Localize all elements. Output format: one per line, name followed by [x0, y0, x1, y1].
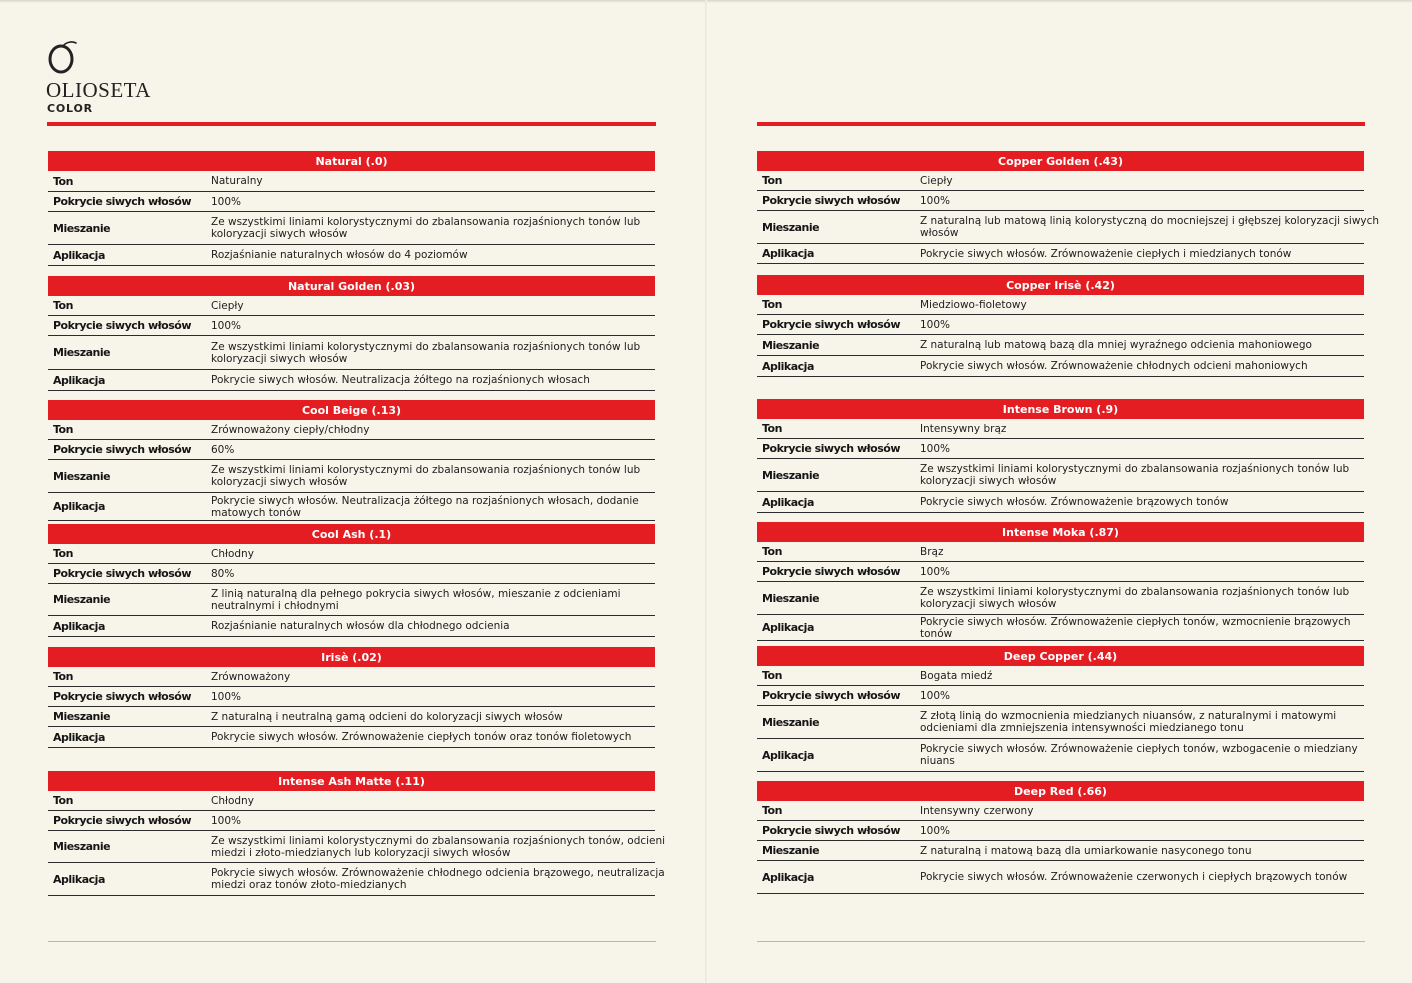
table-row [757, 801, 1364, 821]
row-value: Pokrycie siwych włosów. Zrównoważenie ciepłych tonów oraz tonów fioletowych [211, 731, 632, 743]
row-value: Zrównoważony [211, 670, 291, 683]
row-label: Pokrycie siwych włosów [53, 319, 192, 332]
table-row [757, 244, 1364, 264]
table-row [48, 370, 655, 391]
color-table-title: Copper Golden (.43) [757, 151, 1364, 171]
row-value: Ze wszystkimi liniami kolorystycznymi do zbalansowania rozjaśnionych tonów lub koloryzacji siwych włosów [920, 463, 1350, 487]
row-value: Pokrycie siwych włosów. Zrównoważenie chłodnych odcieni mahoniowych [920, 360, 1308, 372]
row-value: Pokrycie siwych włosów. Zrównoważenie ciepłych i miedzianych tonów [920, 247, 1292, 260]
color-table-title: Copper Irisè (.42) [757, 275, 1364, 295]
table-row [48, 493, 655, 521]
row-value: Ze wszystkimi liniami kolorystycznymi do zbalansowania rozjaśnionych tonów, odcieni miedzi i złoto-miedzianych lub koloryzacji siwych włosów [211, 834, 666, 859]
left-top-red-rule [47, 122, 656, 126]
table-row [48, 616, 655, 637]
row-label: Mieszanie [762, 591, 820, 605]
color-table-title: Cool Beige (.13) [48, 400, 655, 420]
row-label: Mieszanie [53, 840, 111, 853]
row-label: Ton [53, 174, 73, 188]
row-value: 100% [920, 194, 951, 207]
table-row [757, 439, 1364, 459]
row-label: Aplikacja [762, 870, 814, 884]
table-row [48, 564, 655, 584]
row-label: Mieszanie [53, 710, 111, 723]
row-label: Ton [762, 545, 782, 558]
row-label: Aplikacja [762, 621, 814, 634]
row-label: Pokrycie siwych włosów [762, 318, 901, 331]
row-label: Pokrycie siwych włosów [53, 690, 192, 703]
row-value: Chłodny [211, 547, 254, 560]
table-row [48, 707, 655, 727]
table-row [757, 542, 1364, 562]
row-label: Ton [53, 794, 73, 807]
table-row [757, 492, 1364, 513]
row-label: Pokrycie siwych włosów [762, 194, 901, 207]
row-label: Ton [762, 804, 782, 817]
row-label: Ton [53, 670, 73, 683]
row-label: Pokrycie siwych włosów [53, 443, 192, 456]
table-row [48, 727, 655, 748]
table-row [48, 245, 655, 266]
row-label: Pokrycie siwych włosów [53, 567, 192, 580]
row-value: Ciepły [920, 174, 953, 187]
brand-subtitle: COLOR [47, 102, 93, 115]
row-label: Mieszanie [762, 715, 820, 729]
row-value: Z naturalną lub matową linią kolorystyczną do mocniejszej i głębszej koloryzacji siwych włosów [920, 215, 1380, 239]
right-page [706, 0, 1412, 983]
table-row [757, 686, 1364, 706]
table-row [757, 295, 1364, 315]
row-value: Z naturalną lub matową bazą dla mniej wyraźnego odcienia mahoniowego [920, 339, 1312, 351]
row-value: Miedziowo-fioletowy [920, 298, 1027, 311]
row-label: Ton [762, 422, 782, 435]
row-value: 100% [920, 824, 951, 837]
row-value: Ze wszystkimi liniami kolorystycznymi do zbalansowania rozjaśnionych tonów lub koloryzacji siwych włosów [920, 586, 1350, 610]
table-row [48, 336, 655, 370]
color-table-title: Natural (.0) [48, 151, 655, 171]
table-row [757, 315, 1364, 335]
row-value: Pokrycie siwych włosów. Zrównoważenie chłodnego odcienia brązowego, neutralizacja miedzi oraz tonów złoto-miedzianych [211, 867, 665, 891]
row-value: 100% [211, 195, 242, 208]
table-row [48, 460, 655, 493]
row-value: Rozjaśnianie naturalnych włosów dla chłodnego odcienia [211, 620, 510, 632]
table-row [757, 459, 1364, 492]
row-label: Pokrycie siwych włosów [762, 824, 901, 837]
row-value: 100% [211, 690, 242, 703]
table-row [48, 296, 655, 316]
table-row [757, 615, 1364, 641]
row-label: Ton [53, 299, 73, 312]
row-value: Intensywny brąz [920, 422, 1007, 435]
row-value: 100% [920, 318, 951, 331]
row-label: Aplikacja [53, 730, 105, 744]
row-value: Pokrycie siwych włosów. Neutralizacja żółtego na rozjaśnionych włosach [211, 374, 590, 386]
row-label: Pokrycie siwych włosów [762, 442, 901, 455]
row-label: Mieszanie [53, 346, 111, 359]
row-label: Aplikacja [762, 495, 814, 509]
row-value: Ze wszystkimi liniami kolorystycznymi do zbalansowania rozjaśnionych tonów lub koloryzacji siwych włosów [211, 464, 641, 488]
table-row [757, 191, 1364, 211]
row-value: Rozjaśnianie naturalnych włosów do 4 poziomów [211, 249, 468, 261]
row-label: Aplikacja [53, 872, 105, 886]
row-value: Pokrycie siwych włosów. Zrównoważenie brązowych tonów [920, 496, 1229, 508]
table-row [757, 739, 1364, 772]
row-value: 80% [211, 567, 235, 580]
color-table-title: Deep Red (.66) [757, 781, 1364, 801]
row-label: Mieszanie [762, 338, 820, 352]
row-value: Z złotą linią do wzmocnienia miedzianych niuansów, z naturalnymi i matowymi odcieniami dla zmniejszenia intensywności miedzianego tonu [920, 710, 1337, 734]
table-row [48, 420, 655, 440]
row-label: Mieszanie [762, 844, 820, 857]
row-value: Naturalny [211, 175, 263, 187]
row-label: Ton [762, 174, 782, 187]
table-row [48, 171, 655, 192]
row-label: Mieszanie [762, 468, 820, 482]
table-row [757, 335, 1364, 356]
row-value: Bogata miedź [920, 669, 993, 682]
row-value: Brąz [920, 545, 944, 558]
row-label: Aplikacja [53, 373, 105, 387]
row-label: Pokrycie siwych włosów [53, 195, 192, 208]
left-bottom-rule [48, 941, 656, 942]
row-value: Z naturalną i neutralną gamą odcieni do koloryzacji siwych włosów [211, 710, 563, 723]
row-label: Aplikacja [53, 500, 105, 513]
row-value: Intensywny czerwony [920, 804, 1034, 817]
table-row [757, 841, 1364, 861]
table-row [757, 211, 1380, 244]
row-label: Aplikacja [762, 748, 814, 762]
row-value: 100% [920, 689, 951, 702]
table-row [757, 171, 1364, 191]
color-table-title: Intense Moka (.87) [757, 522, 1364, 542]
table-row [48, 831, 666, 863]
row-value: 100% [211, 319, 242, 332]
row-label: Ton [762, 669, 782, 682]
brand-name: OLIOSETA [46, 78, 151, 102]
table-row [757, 666, 1364, 686]
row-label: Mieszanie [53, 469, 111, 483]
table-row [48, 687, 655, 707]
row-label: Ton [53, 547, 73, 560]
row-value: Ze wszystkimi liniami kolorystycznymi do zbalansowania rozjaśnionych tonów lub koloryzacji siwych włosów [211, 216, 641, 240]
row-value: 60% [211, 443, 235, 456]
table-row [48, 667, 655, 687]
row-label: Aplikacja [762, 359, 814, 373]
table-row [757, 582, 1364, 615]
table-row [48, 212, 655, 245]
row-label: Mieszanie [762, 220, 820, 234]
table-row [757, 821, 1364, 841]
row-value: Chłodny [211, 794, 254, 807]
row-value: Ciepły [211, 299, 244, 312]
table-row [48, 192, 655, 212]
table-row [48, 316, 655, 336]
color-table-title: Natural Golden (.03) [48, 276, 655, 296]
row-value: 100% [920, 565, 951, 578]
row-label: Aplikacja [53, 248, 105, 262]
table-row [757, 419, 1364, 439]
color-table-title: Cool Ash (.1) [48, 524, 655, 544]
table-row [48, 791, 655, 811]
row-label: Pokrycie siwych włosów [762, 565, 901, 578]
table-row [757, 861, 1364, 894]
row-value: Zrównoważony ciepły/chłodny [211, 423, 370, 436]
table-row [757, 356, 1364, 377]
row-label: Pokrycie siwych włosów [762, 689, 901, 702]
row-value: Z naturalną i matową bazą dla umiarkowanie nasyconego tonu [920, 844, 1252, 857]
row-value: 100% [211, 814, 242, 827]
row-label: Ton [53, 423, 73, 436]
row-label: Mieszanie [53, 593, 111, 606]
color-table-title: Irisè (.02) [48, 647, 655, 667]
table-row [48, 811, 655, 831]
brand-logo [46, 40, 186, 120]
color-table-title: Intense Ash Matte (.11) [48, 771, 655, 791]
row-value: Pokrycie siwych włosów. Neutralizacja żółtego na rozjaśnionych włosach, dodanie matowych tonów [211, 494, 639, 519]
table-row [48, 440, 655, 460]
right-bottom-rule [757, 941, 1365, 942]
row-label: Ton [762, 298, 782, 311]
row-label: Mieszanie [53, 221, 111, 235]
right-top-red-rule [757, 122, 1365, 126]
row-value: Ze wszystkimi liniami kolorystycznymi do zbalansowania rozjaśnionych tonów lub koloryzacji siwych włosów [211, 340, 641, 365]
color-table-title: Deep Copper (.44) [757, 646, 1364, 666]
table-row [757, 562, 1364, 582]
table-row [48, 544, 655, 564]
row-value: Pokrycie siwych włosów. Zrównoważenie czerwonych i ciepłych brązowych tonów [920, 871, 1348, 883]
row-label: Aplikacja [762, 247, 814, 260]
row-value: 100% [920, 442, 951, 455]
color-table-title: Intense Brown (.9) [757, 399, 1364, 419]
row-value: Pokrycie siwych włosów. Zrównoważenie ciepłych tonów, wzbogacenie o miedziany niuans [920, 743, 1358, 767]
row-value: Z linią naturalną dla pełnego pokrycia siwych włosów, mieszanie z odcieniami neutralnymi i chłodnymi [211, 587, 621, 612]
row-label: Pokrycie siwych włosów [53, 814, 192, 827]
logo-o-icon [46, 40, 80, 74]
row-label: Aplikacja [53, 619, 105, 633]
table-row [48, 584, 655, 616]
table-row [757, 706, 1364, 739]
row-value: Pokrycie siwych włosów. Zrównoważenie ciepłych tonów, wzmocnienie brązowych tonów [920, 615, 1351, 640]
table-row [48, 863, 665, 896]
